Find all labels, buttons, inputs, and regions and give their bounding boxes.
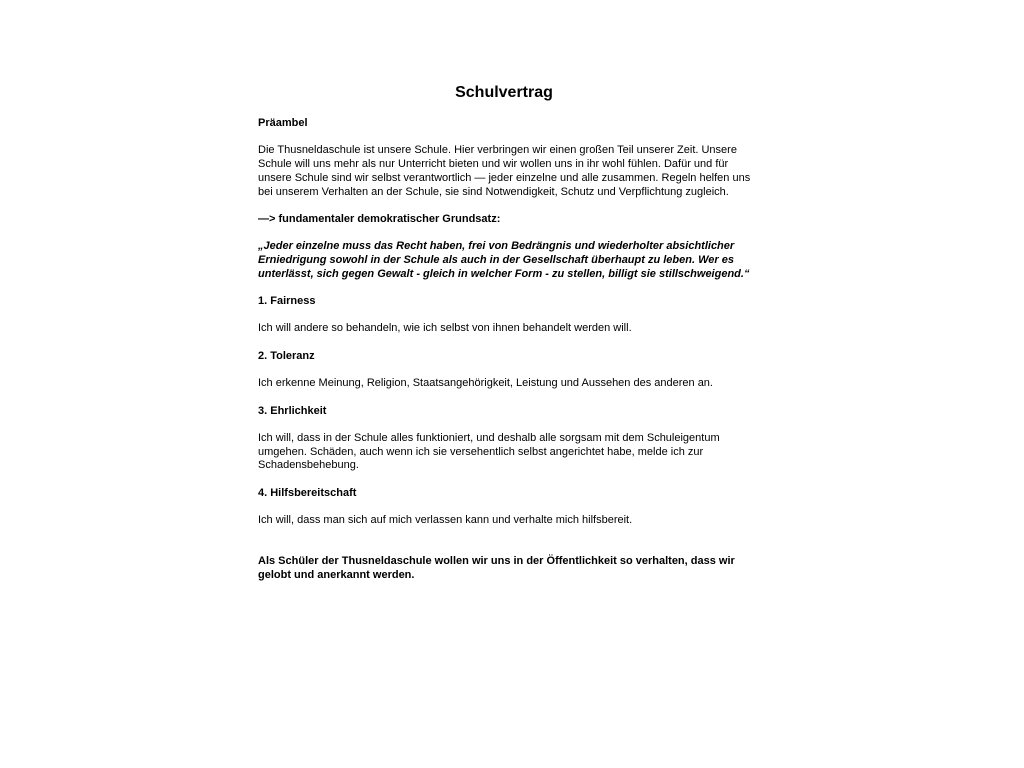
document-body [258,117,758,596]
document-title: Schulvertrag [455,84,553,101]
preamble-heading: Präambel [258,117,308,129]
section-text-ehrlichkeit: Ich will, dass in der Schule alles funktioniert, und deshalb alle sorgsam mit dem Schuleigentum umgehen. Schäden, auch wenn ich sie versehentlich selbst angerichtet habe, melde ich zur Schadensbehebung. [258,432,720,472]
section-heading-hilfsbereitschaft: 4. Hilfsbereitschaft [258,486,357,499]
section-heading-toleranz: 2. Toleranz [258,349,315,362]
closing-statement: Als Schüler der Thusneldaschule wollen wir uns in der Öffentlichkeit so verhalten, dass wir gelobt und anerkannt werden. [258,554,735,581]
section-heading-ehrlichkeit: 3. Ehrlichkeit [258,404,327,417]
principle-quote: „Jeder einzelne muss das Recht haben, frei von Bedrängnis und wiederholter absichtlicher Erniedrigung sowohl in der Schule als auch in der Gesellschaft überhaupt zu leben. Wer es unterlässt, sich gegen Gewalt - gleich in welcher Form - zu stellen, billigt sie stillschweigend.“ [258,240,750,280]
principle-heading: —> fundamentaler demokratischer Grundsatz: [258,212,501,225]
preamble-text: Die Thusneldaschule ist unsere Schule. Hier verbringen wir einen großen Teil unserer Zeit. Unsere Schule will uns mehr als nur Unterricht bieten und wir wollen uns in ihr wohl fühlen. Dafür und für unsere Schule sind wir selbst verantwortlich — jeder einzelne und alle zusammen. Regeln helfen uns bei unserem Verhalten an der Schule, sie sind Notwendigkeit, Schutz und Verpflichtung zugleich. [258,144,751,198]
section-heading-fairness: 1. Fairness [258,295,316,308]
section-text-toleranz: Ich erkenne Meinung, Religion, Staatsangehörigkeit, Leistung und Aussehen des anderen an. [258,377,713,390]
section-text-fairness: Ich will andere so behandeln, wie ich selbst von ihnen behandelt werden will. [258,322,632,335]
section-text-hilfsbereitschaft: Ich will, dass man sich auf mich verlassen kann und verhalte mich hilfsbereit. [258,514,633,527]
